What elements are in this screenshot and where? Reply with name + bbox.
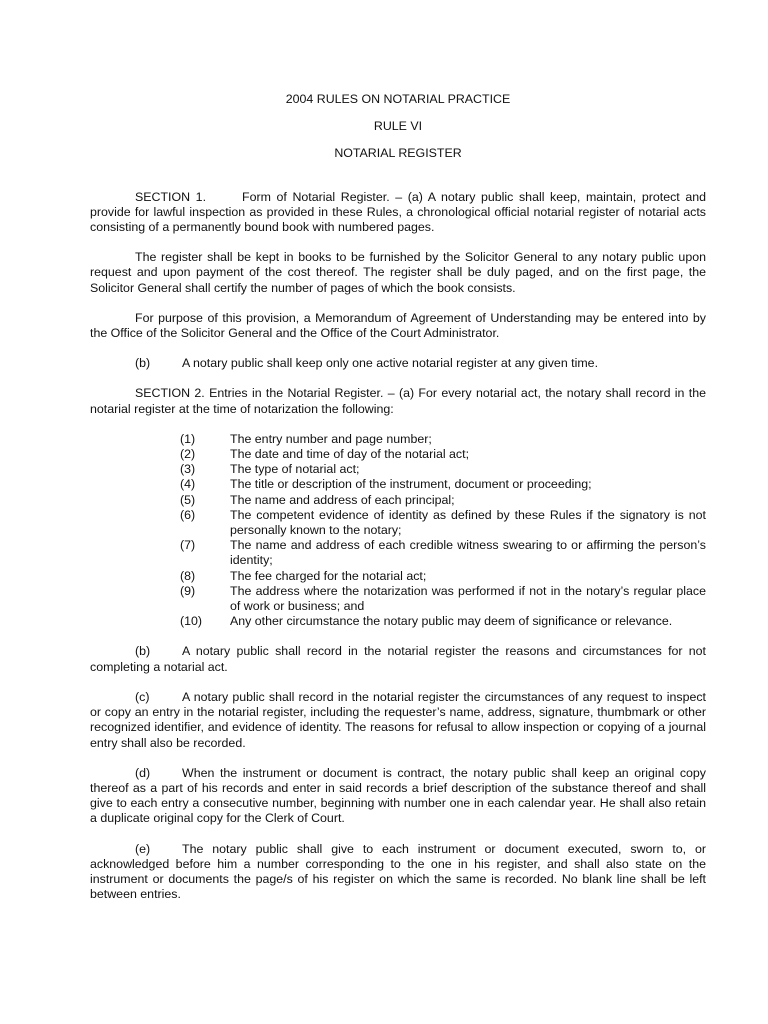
list-item-number: (2) — [180, 447, 196, 462]
list-item-text: The type of notarial act; — [230, 462, 360, 477]
list-item — [90, 584, 706, 614]
list-item-text: The address where the notarization was performed if not in the notary’s regular place of work or business; and — [230, 583, 706, 614]
section-1-paragraph-3: For purpose of this provision, a Memorandum of Agreement of Understanding may be entered into by the Office of the Solicitor General and the Office of the Court Administrator. — [90, 310, 706, 341]
subsection-label: (b) — [135, 356, 151, 371]
list-item-number: (6) — [180, 507, 196, 522]
list-item-text: The competent evidence of identity as defined by these Rules if the signatory is not personally known to the notary; — [230, 507, 706, 538]
list-item — [90, 477, 706, 492]
list-item-text: Any other circumstance the notary public may deem of significance or relevance. — [230, 614, 673, 629]
section-1-subsection-b — [90, 356, 706, 371]
list-item — [90, 447, 706, 462]
list-item-number: (4) — [180, 477, 196, 492]
document-title: 2004 RULES ON NOTARIAL PRACTICE — [285, 92, 511, 106]
list-item-text: The entry number and page number; — [230, 431, 432, 446]
section-1-text: Form of Notarial Register. – (a) A notary public shall keep, maintain, protect and provide for lawful inspection as provided in these Rules, a chronological official notarial register of notarial acts consisting of a permanently bound book with numbered pages. — [90, 189, 706, 235]
list-item-text: The name and address of each credible witness swearing to or affirming the person’s identity; — [230, 538, 706, 568]
subsection-text: A notary public shall record in the notarial register the reasons and circumstances for not completing a notarial act. — [90, 644, 706, 674]
rule-title: NOTARIAL REGISTER — [334, 146, 462, 161]
list-item — [90, 493, 706, 508]
subsection-label: (d) — [135, 765, 151, 780]
section-1-paragraph — [90, 190, 706, 236]
list-item-number: (9) — [180, 583, 196, 598]
list-item — [90, 432, 706, 447]
section-2-subsection-c — [90, 690, 706, 751]
list-item-number: (10) — [180, 614, 203, 629]
section-1-label: SECTION 1. — [135, 189, 207, 204]
subsection-label: (b) — [135, 644, 151, 659]
subsection-text: A notary public shall keep only one active notarial register at any given time. — [182, 356, 599, 371]
list-item — [90, 508, 706, 538]
section-2-subsection-d — [90, 766, 706, 827]
subsection-label: (c) — [135, 689, 150, 704]
list-item-number: (8) — [180, 568, 196, 583]
register-entries-list — [90, 432, 706, 630]
list-item — [90, 569, 706, 584]
subsection-text: When the instrument or document is contract, the notary public shall keep an original copy thereof as a part of his records and enter in said records a brief description of the substance thereof and shall give to each entry a consecutive number, beginning with number one in each calendar year. He shall also retain a duplicate original copy for the Clerk of Court. — [90, 765, 706, 826]
list-item-text: The name and address of each principal; — [230, 492, 455, 507]
section-1-paragraph-2: The register shall be kept in books to be furnished by the Solicitor General to any notary public upon request and upon payment of the cost thereof. The register shall be duly paged, and on the first page, the Solicitor General shall certify the number of pages of which the book consists. — [90, 250, 706, 295]
list-item-number: (5) — [180, 492, 196, 507]
list-item-number: (1) — [180, 431, 196, 446]
section-2-intro: SECTION 2. Entries in the Notarial Register. – (a) For every notarial act, the notary shall record in the notarial register at the time of notarization the following: — [90, 386, 706, 416]
list-item-text: The fee charged for the notarial act; — [230, 568, 427, 583]
list-item — [90, 538, 706, 568]
list-item — [90, 462, 706, 477]
section-2-subsection-e — [90, 842, 706, 903]
list-item-number: (7) — [180, 538, 196, 553]
rule-number: RULE VI — [373, 119, 423, 134]
subsection-text: A notary public shall record in the notarial register the circumstances of any request to inspect or copy an entry in the notarial register, including the requester’s name, address, signature, thumbmark or other recognized identifier, and evidence of identity. The reasons for refusal to allow inspection or copying of a journal entry shall also be recorded. — [90, 689, 706, 750]
list-item-text: The title or description of the instrument, document or proceeding; — [230, 477, 592, 492]
list-item-number: (3) — [180, 462, 196, 477]
list-item — [90, 614, 706, 629]
list-item-text: The date and time of day of the notarial act; — [230, 447, 470, 462]
section-2-subsection-b — [90, 644, 706, 674]
subsection-text: The notary public shall give to each instrument or document executed, sworn to, or acknowledged before him a number corresponding to the one in his register, and shall also state on the instrument or documents the page/s of his register on which the same is recorded. No blank line shall be left between entries. — [90, 841, 706, 902]
subsection-label: (e) — [135, 841, 151, 856]
